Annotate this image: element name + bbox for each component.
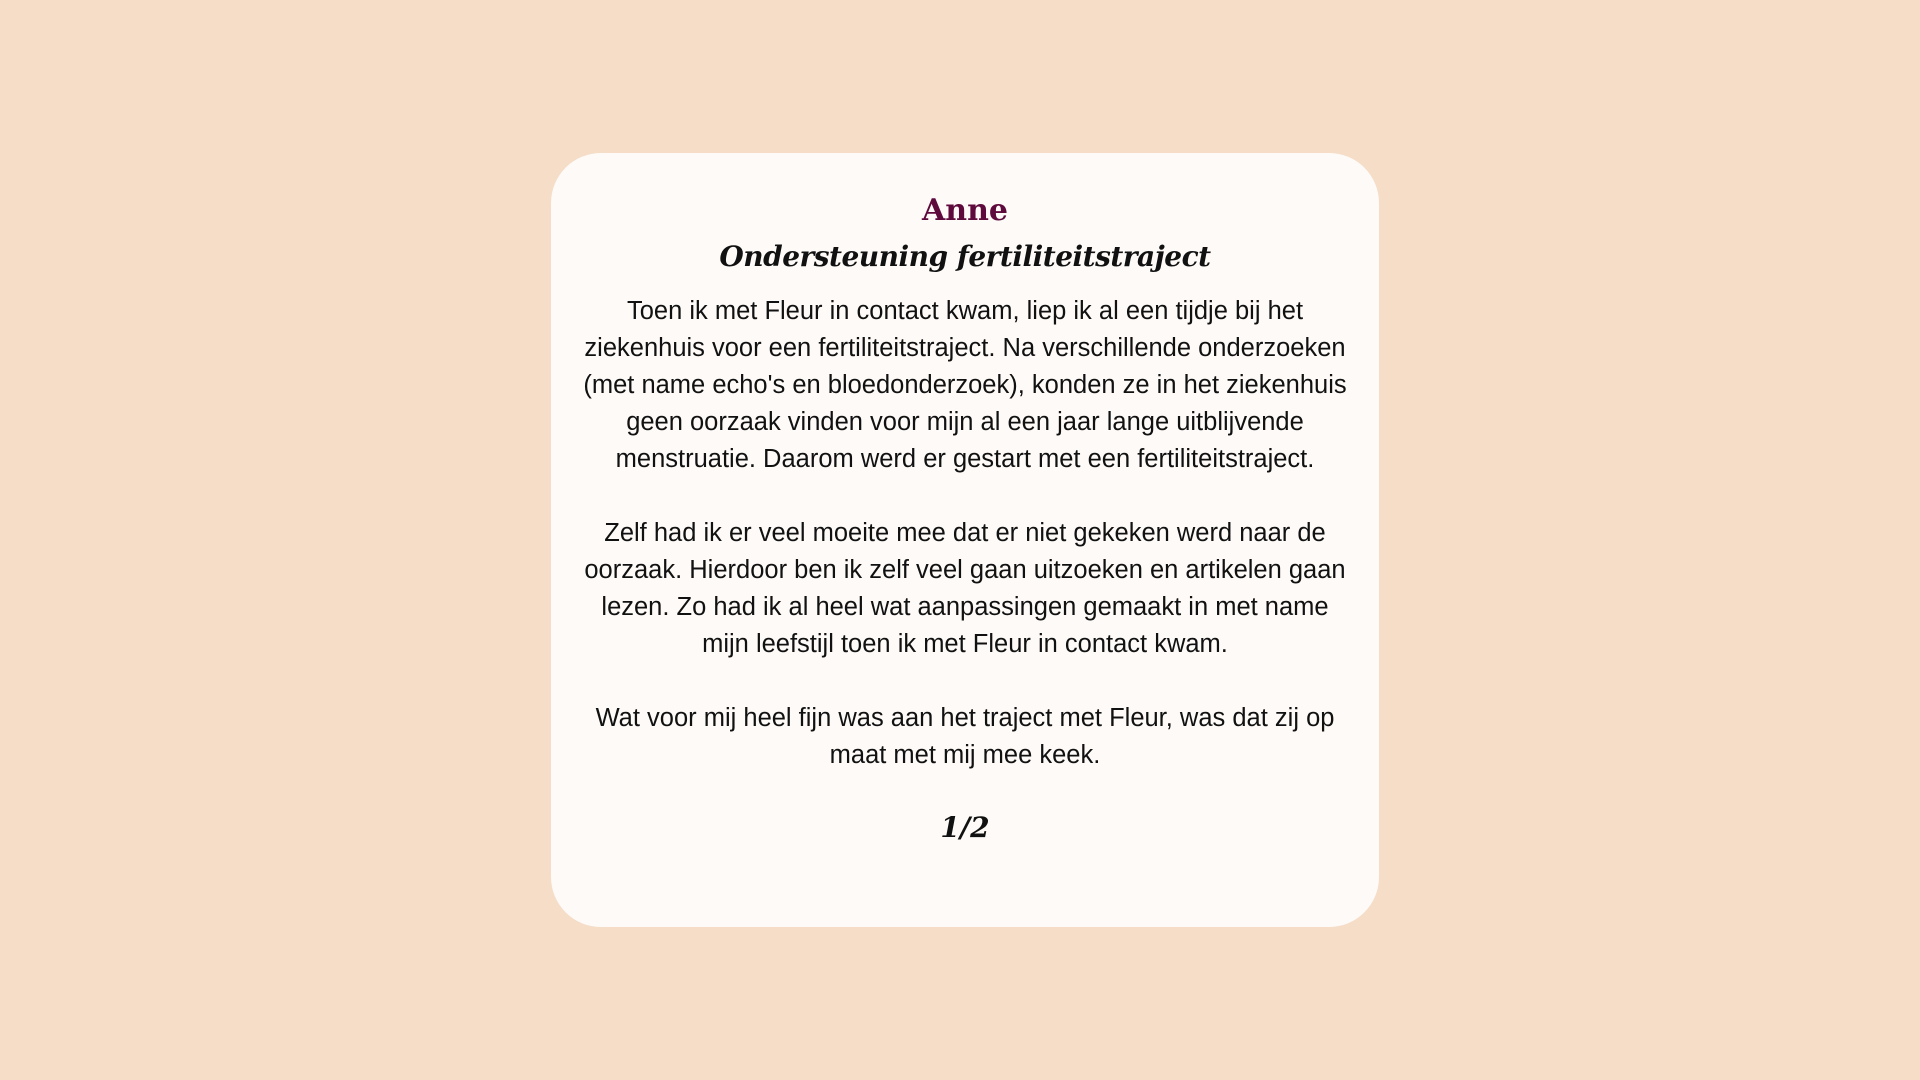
page-indicator: 1/2 (940, 811, 990, 844)
testimonial-paragraph-1: Toen ik met Fleur in contact kwam, liep ik al een tijdje bij het ziekenhuis voor een fertiliteitstraject. Na verschillende onderzoeken (met name echo's en bloedonderzoek), konden ze in het ziekenhuis geen oorzaak vinden voor mijn al een jaar lange uitblijvende menstruatie. Daarom werd er gestart met een fertiliteitstraject. (583, 297, 1347, 473)
testimonial-card (551, 153, 1379, 927)
testimonial-body (581, 293, 1349, 774)
testimonial-author-name: Anne (922, 193, 1008, 228)
testimonial-paragraph-2: Zelf had ik er veel moeite mee dat er niet gekeken werd naar de oorzaak. Hierdoor ben ik zelf veel gaan uitzoeken en artikelen gaan lezen. Zo had ik al heel wat aanpassingen gemaakt in met name mijn leefstijl toen ik met Fleur in contact kwam. (584, 519, 1346, 658)
testimonial-paragraph-3: Wat voor mij heel fijn was aan het traject met Fleur, was dat zij op maat met mij mee keek. (595, 704, 1335, 769)
testimonial-subtitle: Ondersteuning fertiliteitstraject (719, 240, 1211, 273)
